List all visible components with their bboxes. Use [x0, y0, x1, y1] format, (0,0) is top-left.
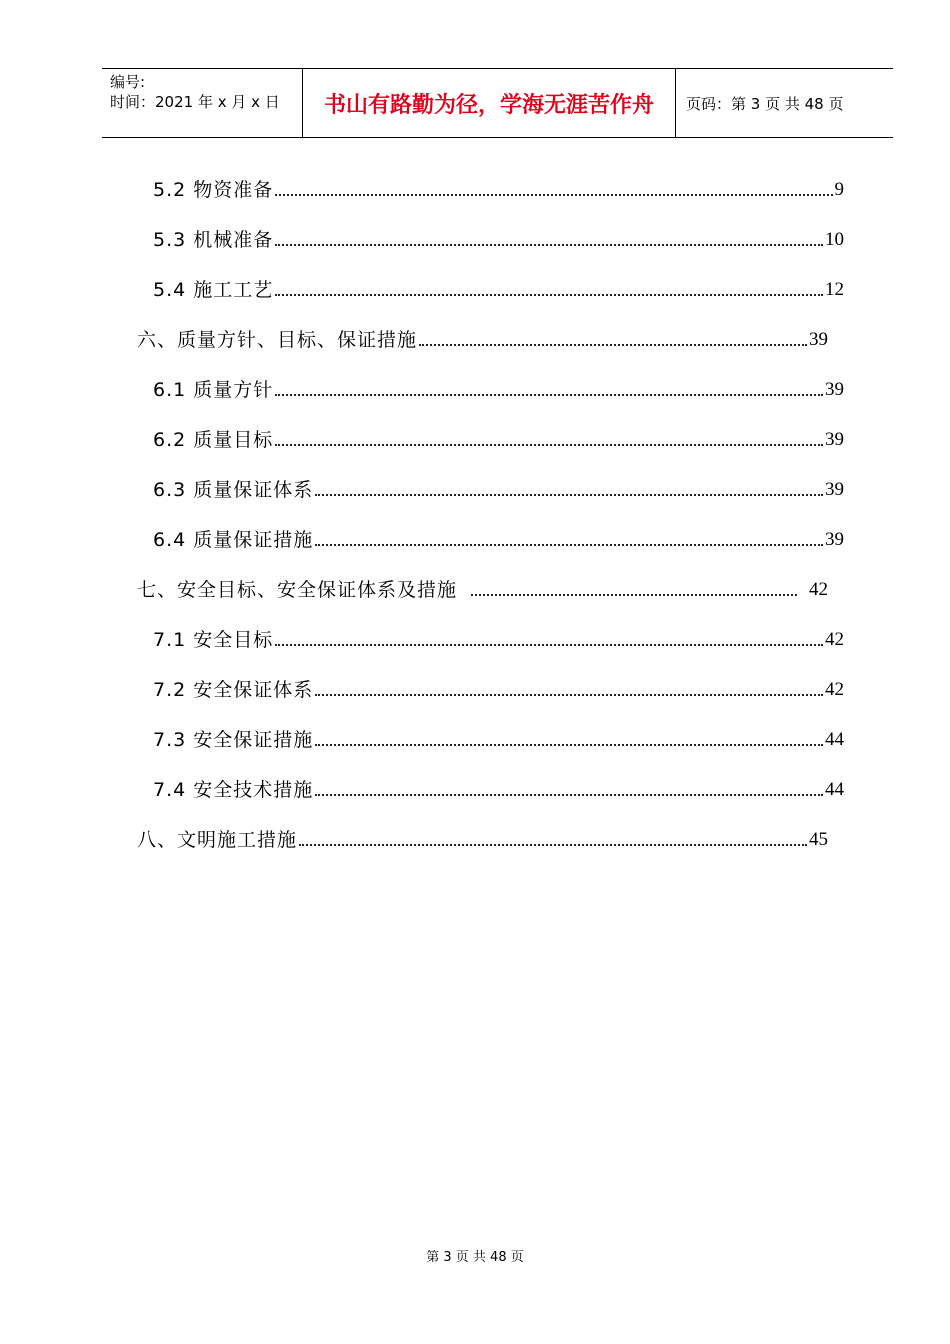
toc-entry-page: 44 [825, 779, 844, 800]
toc-entry[interactable] [153, 272, 844, 302]
header-meta [102, 69, 303, 137]
toc-leader-dots [275, 244, 823, 246]
toc-entry-label: 6.3 质量保证体系 [153, 479, 314, 501]
toc-leader-dots [315, 794, 823, 796]
toc-entry-page: 39 [825, 479, 844, 500]
toc-entry-label: 5.4 施工工艺 [153, 279, 274, 301]
toc-leader-dots [315, 744, 823, 746]
toc-entry[interactable] [153, 622, 844, 652]
toc-leader-dots [275, 294, 823, 296]
toc-entry-page: 9 [834, 179, 844, 200]
toc-entry-page: 39 [825, 429, 844, 450]
toc-leader-dots [471, 594, 797, 596]
toc-entry-page: 39 [809, 329, 828, 350]
toc-entry-label: 7.1 安全目标 [153, 629, 274, 651]
toc-entry[interactable] [137, 822, 828, 852]
toc-entry-label: 八、文明施工措施 [137, 829, 298, 851]
toc-entry[interactable] [153, 772, 844, 802]
toc-entry[interactable] [153, 422, 844, 452]
header-page-info: 页码：第 3 页 共 48 页 [686, 94, 844, 113]
toc-entry[interactable] [137, 572, 828, 602]
toc-entry[interactable] [137, 322, 828, 352]
toc-entry-page: 39 [825, 529, 844, 550]
toc-entry-page: 10 [825, 229, 844, 250]
toc-entry-page: 42 [809, 579, 828, 600]
toc-entry-label: 七、安全目标、安全保证体系及措施 [137, 579, 458, 601]
page-header [102, 68, 893, 138]
toc-leader-dots [275, 644, 823, 646]
toc-entry-page: 39 [825, 379, 844, 400]
toc-entry-page: 42 [825, 629, 844, 650]
toc-entry-label: 5.2 物资准备 [153, 179, 274, 201]
toc-entry-page: 44 [825, 729, 844, 750]
toc-entry-label: 6.4 质量保证措施 [153, 529, 314, 551]
toc-leader-dots [315, 694, 823, 696]
toc-entry[interactable] [153, 522, 844, 552]
toc-entry-label: 7.2 安全保证体系 [153, 679, 314, 701]
toc-entry-page: 45 [809, 829, 828, 850]
toc-leader-dots [275, 394, 823, 396]
toc-leader-dots [419, 344, 807, 346]
toc-entry[interactable] [153, 722, 844, 752]
toc-entry[interactable] [153, 372, 844, 402]
document-time-label: 时间：2021 年 x 月 x 日 [110, 93, 280, 111]
toc-leader-dots [275, 194, 832, 196]
toc-entry-label: 六、质量方针、目标、保证措施 [137, 329, 418, 351]
document-number-label: 编号: [110, 73, 146, 91]
toc-entry-label: 7.4 安全技术措施 [153, 779, 314, 801]
toc-entry-label: 6.2 质量目标 [153, 429, 274, 451]
toc-entry-page: 42 [825, 679, 844, 700]
header-motto: 书山有路勤为径，学海无涯苦作舟 [303, 69, 676, 137]
toc-entry-label: 5.3 机械准备 [153, 229, 274, 251]
toc-entry-label: 7.3 安全保证措施 [153, 729, 314, 751]
toc-leader-dots [275, 444, 823, 446]
toc-entry[interactable] [153, 172, 844, 202]
toc-entry[interactable] [153, 222, 844, 252]
toc-leader-dots [299, 844, 807, 846]
toc-entry-page: 12 [825, 279, 844, 300]
toc-entry-label: 6.1 质量方针 [153, 379, 274, 401]
page-footer: 第 3 页 共 48 页 [426, 1250, 524, 1265]
toc-entry[interactable] [153, 672, 844, 702]
toc-leader-dots [315, 494, 823, 496]
toc-leader-dots [315, 544, 823, 546]
toc-entry[interactable] [153, 472, 844, 502]
